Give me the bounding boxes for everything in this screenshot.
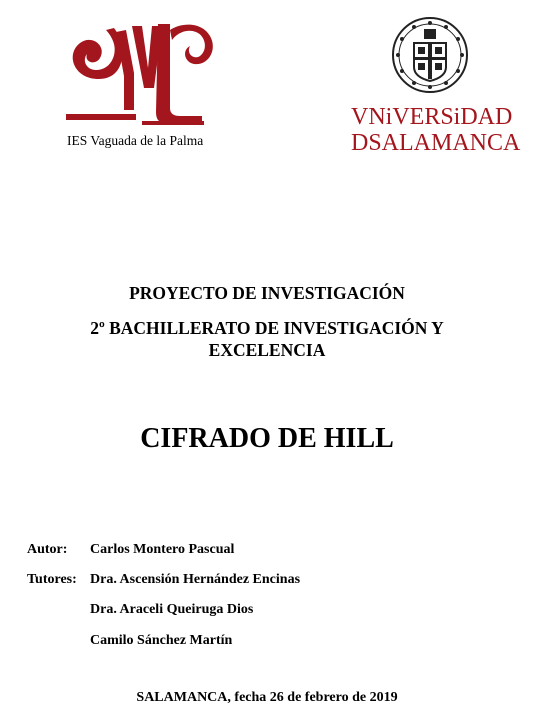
university-logo [350, 15, 521, 156]
document-title: CIFRADO DE HILL [140, 423, 394, 454]
program-heading-line2: EXCELENCIA [208, 340, 326, 360]
author-label: Autor: [27, 542, 68, 557]
school-emblem-icon [62, 18, 222, 133]
school-name: IES Vaguada de la Palma [67, 133, 204, 148]
university-name-line2: DSALAMANCA [351, 130, 521, 156]
tutor-name: Camilo Sánchez Martín [90, 633, 233, 648]
university-seal-icon [390, 15, 470, 95]
university-name-line1: VNiVERSiDAD [351, 104, 513, 130]
tutor-name: Dra. Ascensión Hernández Encinas [90, 572, 301, 587]
place-and-date: SALAMANCA, fecha 26 de febrero de 2019 [136, 690, 398, 705]
program-heading-line1: 2º BACHILLERATO DE INVESTIGACIÓN Y [90, 318, 444, 338]
tutor-name: Dra. Araceli Queiruga Dios [90, 602, 254, 617]
project-heading: PROYECTO DE INVESTIGACIÓN [129, 283, 405, 303]
author-name: Carlos Montero Pascual [90, 542, 235, 557]
tutors-label: Tutores: [27, 572, 77, 587]
